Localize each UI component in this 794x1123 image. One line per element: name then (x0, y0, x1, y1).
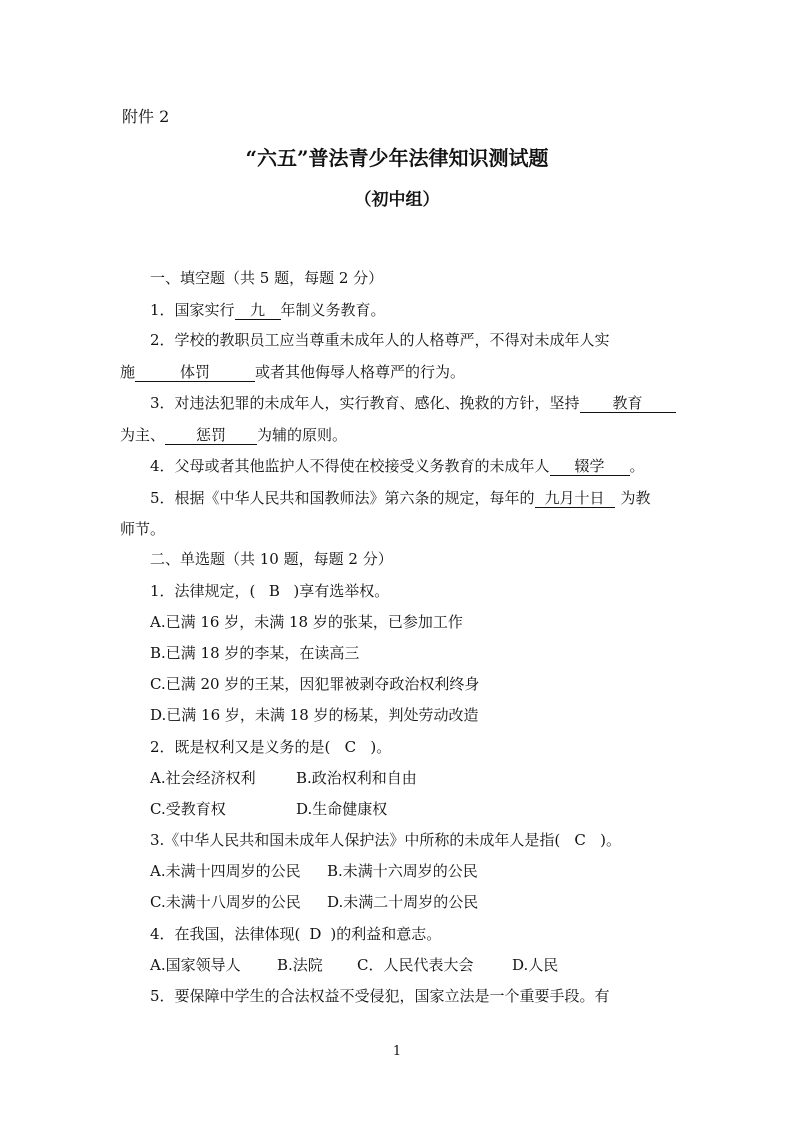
option-c: C.未满十八周岁的公民 (150, 893, 301, 911)
question-text: 1．法律规定，( (150, 582, 256, 600)
question-text: 1．国家实行 (150, 301, 235, 319)
choice-question-2 (150, 737, 391, 757)
question-text: )。 (600, 831, 622, 849)
question-text: 为辅的原则。 (257, 426, 348, 444)
answer-letter: C (344, 738, 357, 756)
question-text: )。 (370, 738, 392, 756)
answer-blank: 惩罚 (165, 426, 257, 445)
fill-question-3-line2 (120, 425, 347, 445)
question-text: )的利益和意志。 (330, 925, 442, 943)
question-text: 年制义务教育。 (280, 301, 386, 319)
choice-question-1 (150, 581, 389, 601)
question-text: 4．父母或者其他监护人不得使在校接受义务教育的未成年人 (150, 457, 550, 475)
option-c: C.已满 20 岁的王某，因犯罪被剥夺政治权利终身 (150, 675, 480, 693)
section-heading-single-choice: 二、单选题（共 10 题，每题 2 分） (150, 550, 393, 568)
option-d: D.已满 16 岁，未满 18 岁的杨某，判处劳动改造 (150, 706, 479, 724)
option-d: D.人民 (512, 956, 559, 974)
answer-letter: B (268, 582, 280, 600)
option-d: D.未满二十周岁的公民 (327, 893, 479, 911)
fill-question-2-line1: 2．学校的教职员工应当尊重未成年人的人格尊严，不得对未成年人实 (150, 331, 610, 349)
page-subtitle: （初中组） (354, 190, 440, 210)
question-text: 为主、 (120, 426, 166, 444)
page-number: 1 (392, 1044, 402, 1059)
question-text: 4．在我国，法律体现( (150, 925, 301, 943)
option-b: B.法院 (277, 956, 323, 974)
question-text: )享有选举权。 (293, 582, 390, 600)
answer-blank: 九月十日 (535, 489, 615, 508)
option-b: B.政治权利和自由 (296, 769, 417, 787)
fill-question-5-line2: 师节。 (120, 520, 166, 538)
question-text: 5．根据《中华人民共和国教师法》第六条的规定，每年的 (150, 489, 535, 507)
attachment-label: 附件 2 (122, 107, 170, 126)
option-a: A.已满 16 岁，未满 18 岁的张某，已参加工作 (150, 613, 463, 631)
question-text: 2．既是权利又是义务的是( (150, 738, 331, 756)
choice-question-3 (150, 830, 621, 850)
question-text: 。 (629, 457, 645, 475)
page-title: “六五”普法青少年法律知识测试题 (245, 146, 549, 170)
option-a: A.国家领导人 (150, 956, 241, 974)
fill-question-3-line1 (150, 393, 676, 413)
answer-blank: 教育 (580, 394, 676, 413)
fill-question-1 (150, 300, 386, 320)
answer-blank: 辍学 (550, 457, 630, 476)
option-d: D.生命健康权 (296, 800, 388, 818)
section-heading-fill-in: 一、填空题（共 5 题，每题 2 分） (150, 269, 384, 287)
choice-question-4 (150, 924, 441, 944)
answer-blank: 九 (235, 301, 281, 320)
question-text: 施 (120, 363, 136, 381)
fill-question-2-line2 (120, 362, 465, 382)
answer-letter: C (574, 831, 586, 849)
option-c: C．人民代表大会 (357, 956, 474, 974)
fill-question-5-line1 (150, 488, 651, 508)
option-c: C.受教育权 (150, 800, 226, 818)
answer-blank: 体罚 (135, 363, 255, 382)
option-a: A.社会经济权利 (150, 769, 256, 787)
question-text: 或者其他侮辱人格尊严的行为。 (255, 363, 466, 381)
question-text: 3．对违法犯罪的未成年人，实行教育、感化、挽救的方针，坚持 (150, 394, 580, 412)
question-text: 为教 (620, 489, 651, 507)
choice-question-5: 5．要保障中学生的合法权益不受侵犯，国家立法是一个重要手段。有 (150, 987, 610, 1005)
option-b: B.已满 18 岁的李某，在读高三 (150, 644, 360, 662)
fill-question-4 (150, 456, 645, 476)
option-a: A.未满十四周岁的公民 (150, 862, 301, 880)
answer-letter: D (309, 925, 322, 943)
question-text: 3.《中华人民共和国未成年人保护法》中所称的未成年人是指( (150, 831, 561, 849)
option-b: B.未满十六周岁的公民 (327, 862, 478, 880)
